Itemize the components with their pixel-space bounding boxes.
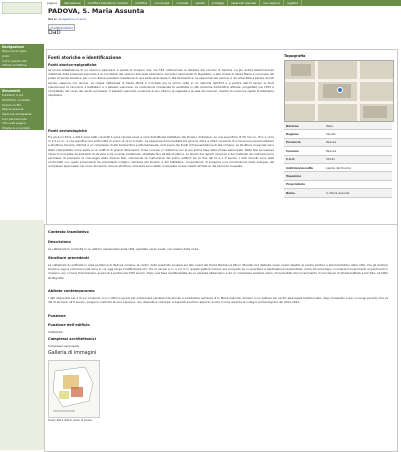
info-row-name xyxy=(284,189,392,197)
settlement-context-heading: Contesto Insediativo xyxy=(48,230,89,234)
info-row-nation xyxy=(284,122,392,130)
tool-item-upload[interactable]: Carica un file xyxy=(2,102,22,107)
map-road xyxy=(315,61,318,121)
architectural-complexes-heading: Complessi architettonici xyxy=(48,337,96,341)
info-key: Nome xyxy=(286,190,296,195)
page-tabs xyxy=(44,0,401,6)
tab-delete[interactable]: cancella xyxy=(173,0,192,6)
tools-heading: Strumenti xyxy=(2,88,21,93)
architectural-complexes-value: Complesso episcopale xyxy=(48,344,80,348)
tab-watch[interactable]: osservati speciali xyxy=(228,0,260,6)
info-row-owner xyxy=(284,181,392,189)
info-key: Nazione xyxy=(286,123,299,128)
info-value: Veneto xyxy=(326,132,336,137)
epigraphic-sources-text: La prima attestazione di un vescovo padovano è quella di Crispino che, nel 343, sottoscrisse le delibere del concilio di Sardica. La più antica testimonianza materiale della presenza vescovile e la cronotassi dei vescovi alla sede padovana, durante l'episcopato di Sigeberto, e alla chiesa di Santa Maria e nei pressi del pozzo di Santa Giustina, per cui si ritiene possibile l'esistenza di una sede episcopale in età tardoantica. La sequenza dei vescovi è documentata a partire dal VII secolo, seppure con lacune. La chiesa cattedrale di Santa Maria è ricordata per la prima volta in un diploma dell'874 e a partire dall'XI secolo le fonti menzionano la canonica, il battistero e il palazzo vescovile. La costruzione medievale fu sostituita in età moderna dall'edificio attuale, progettato nel 1552 e completato nel corso dei secoli successivi. Il palazzo vescovile conserva al suo interno la cappella e la sala dei vescovi, mentre la canonica ospita la biblioteca capitolare. xyxy=(48,68,274,98)
contemporary-settlement-heading: Abitato contemporaneo xyxy=(48,289,95,293)
nav-item-main-page[interactable]: Pagina principale xyxy=(2,49,27,54)
archaeological-sources-text: Tra gli anni 2011 e 2012 sono stati condotti a varie riprese scavi a nord dell'attuale battistero del Duomo di Padova, su una superficie di 50 mq ca., fino a circa m 1.5 s.l.m., il che significa una profondità di scavo di circa 4 metri. La sequenza documentata tra gli anni 2011 e 2012 consente di riconoscere pavimentazioni e strutture murarie riferibili a un complesso di età tardoantica e altomedievale, al di sopra dei livelli di frequentazione di età romana. Le strutture rinvenute sono state interpretate come parte di un edificio di grandi dimensioni, forse un'aula, in relazione con la più antica fase della chiesa episcopale. Nelle fasi successive l'area fu occupata da ambienti di servizio e da un'area cimiteriale, utilizzata fino all'età moderna. Lo studio dei reperti ceramici e dei materiali da costruzione ha permesso di precisare la cronologia delle diverse fasi, collocando la costruzione del primo edificio tra la fine del IV e il V secolo. I dati raccolti sono stati confrontati con quelli provenienti da precedenti indagini nell'area del Duomo e del battistero, consentendo di proporre una ricostruzione dello sviluppo del complesso episcopale nel corso dei secoli. Alcune strutture rinvenute sono state conservate e rese visibili all'interno del percorso museale. xyxy=(48,135,274,169)
building-function-value: Cattedrale xyxy=(48,330,63,334)
previous-structures-text: La cattedrale fu edificata in area periferica di Padova romana, al centro della quadrata insulare sul lato ovest del fiume Medoacus Minor (Brenta) ma distante verso ovest rispetto al centro politico e amministrativo della città, che gli studiosi tendono oggi a collocare nella zona in cui oggi sorge il Caffè Pedrocchi. Tra il I secolo a. C. e il II d. C. questo settore urbano era occupato da un quartiere a destinazione residenziale, come documentano i numerosi rinvenimenti di pavimenti in mosaico, più o meno frammentari, avvenuti a partire dal XVIII secolo. Dopo una fase caratterizzata da un parziale abbandono e da un complesso sistema viario, documentati dal rinvenimento di vari tenaci di strade battute e trachite, ha fatto stratigrafia. xyxy=(48,263,388,280)
info-row-region xyxy=(284,130,392,138)
topography-heading: Topografia xyxy=(284,54,306,58)
sidebar xyxy=(0,0,44,450)
tab-edit[interactable]: modifica xyxy=(132,0,151,6)
location-info-table xyxy=(284,122,392,198)
tab-discussion[interactable]: discussione xyxy=(61,0,85,6)
info-row-municipality xyxy=(284,147,392,155)
map-road xyxy=(357,61,360,121)
description-heading: Descrizione xyxy=(48,240,71,244)
navigation-heading: Navigazione xyxy=(2,44,24,49)
map-marker-icon[interactable] xyxy=(337,87,343,93)
gallery-heading: Galleria di immagini xyxy=(48,351,97,356)
tool-item-permalink[interactable]: Link permanente xyxy=(2,116,27,121)
info-value: Padova xyxy=(326,140,337,145)
page-title: PADOVA, S. Maria Assunta xyxy=(48,7,145,15)
gallery-image-excavation-plan[interactable] xyxy=(48,360,100,418)
info-value: Padova xyxy=(326,148,337,153)
archaeological-sources-heading: Fonti archeologiche xyxy=(48,129,87,133)
tab-move[interactable]: sposta xyxy=(192,0,209,6)
building-function-heading: Funzione dell'edificio xyxy=(48,323,90,327)
site-logo[interactable] xyxy=(2,2,42,14)
info-value: Italia xyxy=(326,123,333,128)
jump-to-navigation-search[interactable]: navigazione, ricerca xyxy=(57,17,86,21)
info-row-address xyxy=(284,164,392,172)
epigraphic-sources-heading: Fonti storico-epigrafiche xyxy=(48,63,97,67)
info-key: Comune xyxy=(286,148,299,153)
gallery-caption: Scavi 2011-2012, Area di scavo xyxy=(48,418,93,422)
contemporary-settlement-text: I dati disponibili per il IV e il VI secolo non ci offrono spunti per individuare variazioni funzionali e insediative nell'area di S. Maria Assunta. Almeno in un settore del centro episcopale testimoniato, dopo l'ineserzio a per un luogo periodo che va dal VI all'inizio all'X secolo, vengono costruite alcune capanne, non disposte a nell'area, e depositi qualche rapporti, anche in luce durante le indagini archeologiche del 2011-2012. xyxy=(48,296,388,305)
info-key: Proprietario xyxy=(286,182,306,187)
tool-item-related-changes[interactable]: Modifiche correlate xyxy=(2,98,30,103)
tool-item-special-pages[interactable]: Pagine speciali xyxy=(2,107,24,112)
description-text: La cattedrale fu costruita in un settore residenziale della città, spostato verso ovest, non presso della mura. xyxy=(48,247,200,251)
info-key: Indirizzo/Località xyxy=(286,165,313,170)
tab-log[interactable]: registra xyxy=(284,0,302,6)
info-row-toponym xyxy=(284,172,392,180)
sources-heading: Fonti storiche e identificazione xyxy=(48,55,122,60)
info-value: S. Maria Assunta xyxy=(326,190,350,195)
tab-history[interactable]: cronologia xyxy=(151,0,173,6)
sidebar-lower-panel xyxy=(0,220,44,450)
map-road xyxy=(285,101,393,104)
jump-to-links xyxy=(48,17,86,21)
tab-protect[interactable]: proteggi xyxy=(209,0,228,6)
info-key: Toponimo xyxy=(286,174,302,179)
map-building xyxy=(363,106,387,118)
info-row-postcode xyxy=(284,156,392,164)
nav-item-help[interactable]: Aiuto xyxy=(2,54,10,59)
tab-unwatch[interactable]: non seguire xyxy=(260,0,284,6)
info-row-province xyxy=(284,139,392,147)
nav-item-about[interactable]: Cos'è questo sito xyxy=(2,58,27,63)
info-value: piazza del Duomo xyxy=(326,165,352,170)
tab-page[interactable]: pagina xyxy=(44,0,61,6)
info-key: C.A.P. xyxy=(286,157,295,162)
map-road xyxy=(285,79,393,82)
map-building xyxy=(291,64,311,76)
previous-structures-heading: Strutture precedenti xyxy=(48,256,89,260)
dati-heading: Dati xyxy=(48,29,61,36)
tool-item-printable[interactable]: Versione stampabile xyxy=(2,112,32,117)
tool-item-browse-properties[interactable]: Sfoglia le proprietà xyxy=(2,126,30,131)
excavation-plan-drawing xyxy=(49,361,99,417)
jump-to-label: Vai a: xyxy=(48,17,57,21)
info-value: 35141 xyxy=(326,157,335,162)
info-key: Provincia xyxy=(286,140,301,145)
tab-edit-with-form[interactable]: modifica tramite un modulo xyxy=(85,0,132,6)
info-key: Regione xyxy=(286,132,299,137)
tools-box xyxy=(0,88,44,130)
function-heading: Funzione xyxy=(48,314,66,318)
nav-item-recent-changes[interactable]: Ultime modifiche xyxy=(2,63,27,68)
navigation-box xyxy=(0,44,44,68)
edit-source-button[interactable]: modifica (testo) xyxy=(48,24,75,31)
tool-item-page-info[interactable]: Info sulla pagina xyxy=(2,121,26,126)
tool-item-what-links-here[interactable]: Puntatori a qui xyxy=(2,93,24,98)
location-map[interactable] xyxy=(284,60,394,122)
